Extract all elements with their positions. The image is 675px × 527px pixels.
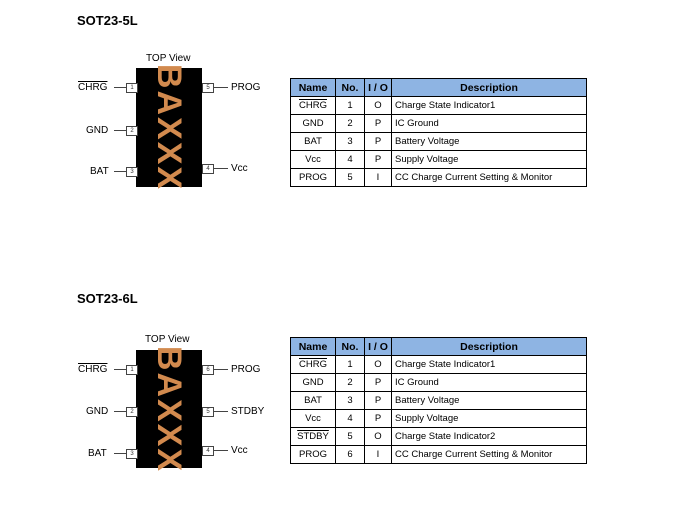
table-row: [291, 428, 587, 446]
cell-io: O: [365, 97, 392, 115]
cell-desc: CC Charge Current Setting & Monitor: [392, 446, 587, 464]
pin-label-bat: BAT: [90, 166, 109, 177]
pin-3: 3: [126, 449, 138, 459]
cell-name: GND: [291, 115, 336, 133]
pin-label-stdby: STDBY: [231, 406, 265, 417]
table-row: [291, 446, 587, 464]
pin-label-vcc: Vcc: [231, 163, 248, 174]
header-name: Name: [291, 338, 336, 356]
cell-name: STDBY: [297, 431, 329, 442]
cell-no: 5: [336, 428, 365, 446]
pin-label-gnd: GND: [86, 406, 109, 417]
cell-name: GND: [291, 374, 336, 392]
top-view-label: TOP View: [146, 53, 191, 64]
cell-desc: CC Charge Current Setting & Monitor: [392, 169, 587, 187]
chip-package: [136, 345, 202, 473]
cell-desc: Battery Voltage: [392, 133, 587, 151]
cell-no: 1: [336, 97, 365, 115]
cell-io: P: [365, 151, 392, 169]
pin-label-prog: PROG: [231, 364, 261, 375]
table-row: [291, 392, 587, 410]
header-no: No.: [336, 79, 365, 97]
cell-desc: Charge State Indicator1: [392, 356, 587, 374]
section-title: SOT23-5L: [77, 13, 138, 28]
cell-name: PROG: [291, 446, 336, 464]
table-row: [291, 374, 587, 392]
chip-marking: BAXXX: [150, 345, 189, 473]
cell-name: CHRG: [299, 100, 327, 111]
cell-io: P: [365, 410, 392, 428]
header-description: Description: [392, 338, 587, 356]
chip-marking: BAXXX: [150, 63, 189, 192]
pin-2: 2: [126, 126, 138, 136]
cell-name: Vcc: [291, 410, 336, 428]
cell-io: P: [365, 392, 392, 410]
cell-no: 2: [336, 374, 365, 392]
pin-label-chrg: CHRG: [78, 82, 108, 93]
cell-desc: IC Ground: [392, 115, 587, 133]
header-name: Name: [291, 79, 336, 97]
cell-name: BAT: [291, 133, 336, 151]
top-view-label: TOP View: [145, 334, 190, 345]
pin-label-vcc: Vcc: [231, 445, 248, 456]
header-no: No.: [336, 338, 365, 356]
pin-description-table: [290, 337, 587, 464]
pin-label-bat: BAT: [88, 448, 107, 459]
table-row: [291, 410, 587, 428]
cell-desc: Charge State Indicator2: [392, 428, 587, 446]
cell-io: P: [365, 115, 392, 133]
cell-no: 4: [336, 151, 365, 169]
cell-name: BAT: [291, 392, 336, 410]
cell-no: 4: [336, 410, 365, 428]
cell-desc: Supply Voltage: [392, 151, 587, 169]
cell-io: I: [365, 169, 392, 187]
cell-no: 6: [336, 446, 365, 464]
cell-name: PROG: [291, 169, 336, 187]
cell-io: O: [365, 356, 392, 374]
cell-no: 2: [336, 115, 365, 133]
cell-io: P: [365, 133, 392, 151]
pin-4: 4: [202, 164, 214, 174]
header-io: I / O: [365, 338, 392, 356]
section-title: SOT23-6L: [77, 291, 138, 306]
pin-3: 3: [126, 167, 138, 177]
pin-5: 5: [202, 407, 214, 417]
header-io: I / O: [365, 79, 392, 97]
pin-6: 6: [202, 365, 214, 375]
cell-desc: Supply Voltage: [392, 410, 587, 428]
cell-io: P: [365, 374, 392, 392]
cell-desc: Battery Voltage: [392, 392, 587, 410]
pin-label-prog: PROG: [231, 82, 261, 93]
pin-2: 2: [126, 407, 138, 417]
cell-desc: IC Ground: [392, 374, 587, 392]
cell-name: CHRG: [299, 359, 327, 370]
pin-label-gnd: GND: [86, 125, 109, 136]
cell-no: 3: [336, 133, 365, 151]
pin-5: 5: [202, 83, 214, 93]
pin-1: 1: [126, 83, 138, 93]
cell-desc: Charge State Indicator1: [392, 97, 587, 115]
cell-no: 5: [336, 169, 365, 187]
pin-4: 4: [202, 446, 214, 456]
pin-label-chrg: CHRG: [78, 364, 108, 375]
table-row: [291, 356, 587, 374]
cell-name: Vcc: [291, 151, 336, 169]
cell-no: 1: [336, 356, 365, 374]
cell-io: O: [365, 428, 392, 446]
cell-io: I: [365, 446, 392, 464]
pin-1: 1: [126, 365, 138, 375]
header-description: Description: [392, 79, 587, 97]
cell-no: 3: [336, 392, 365, 410]
